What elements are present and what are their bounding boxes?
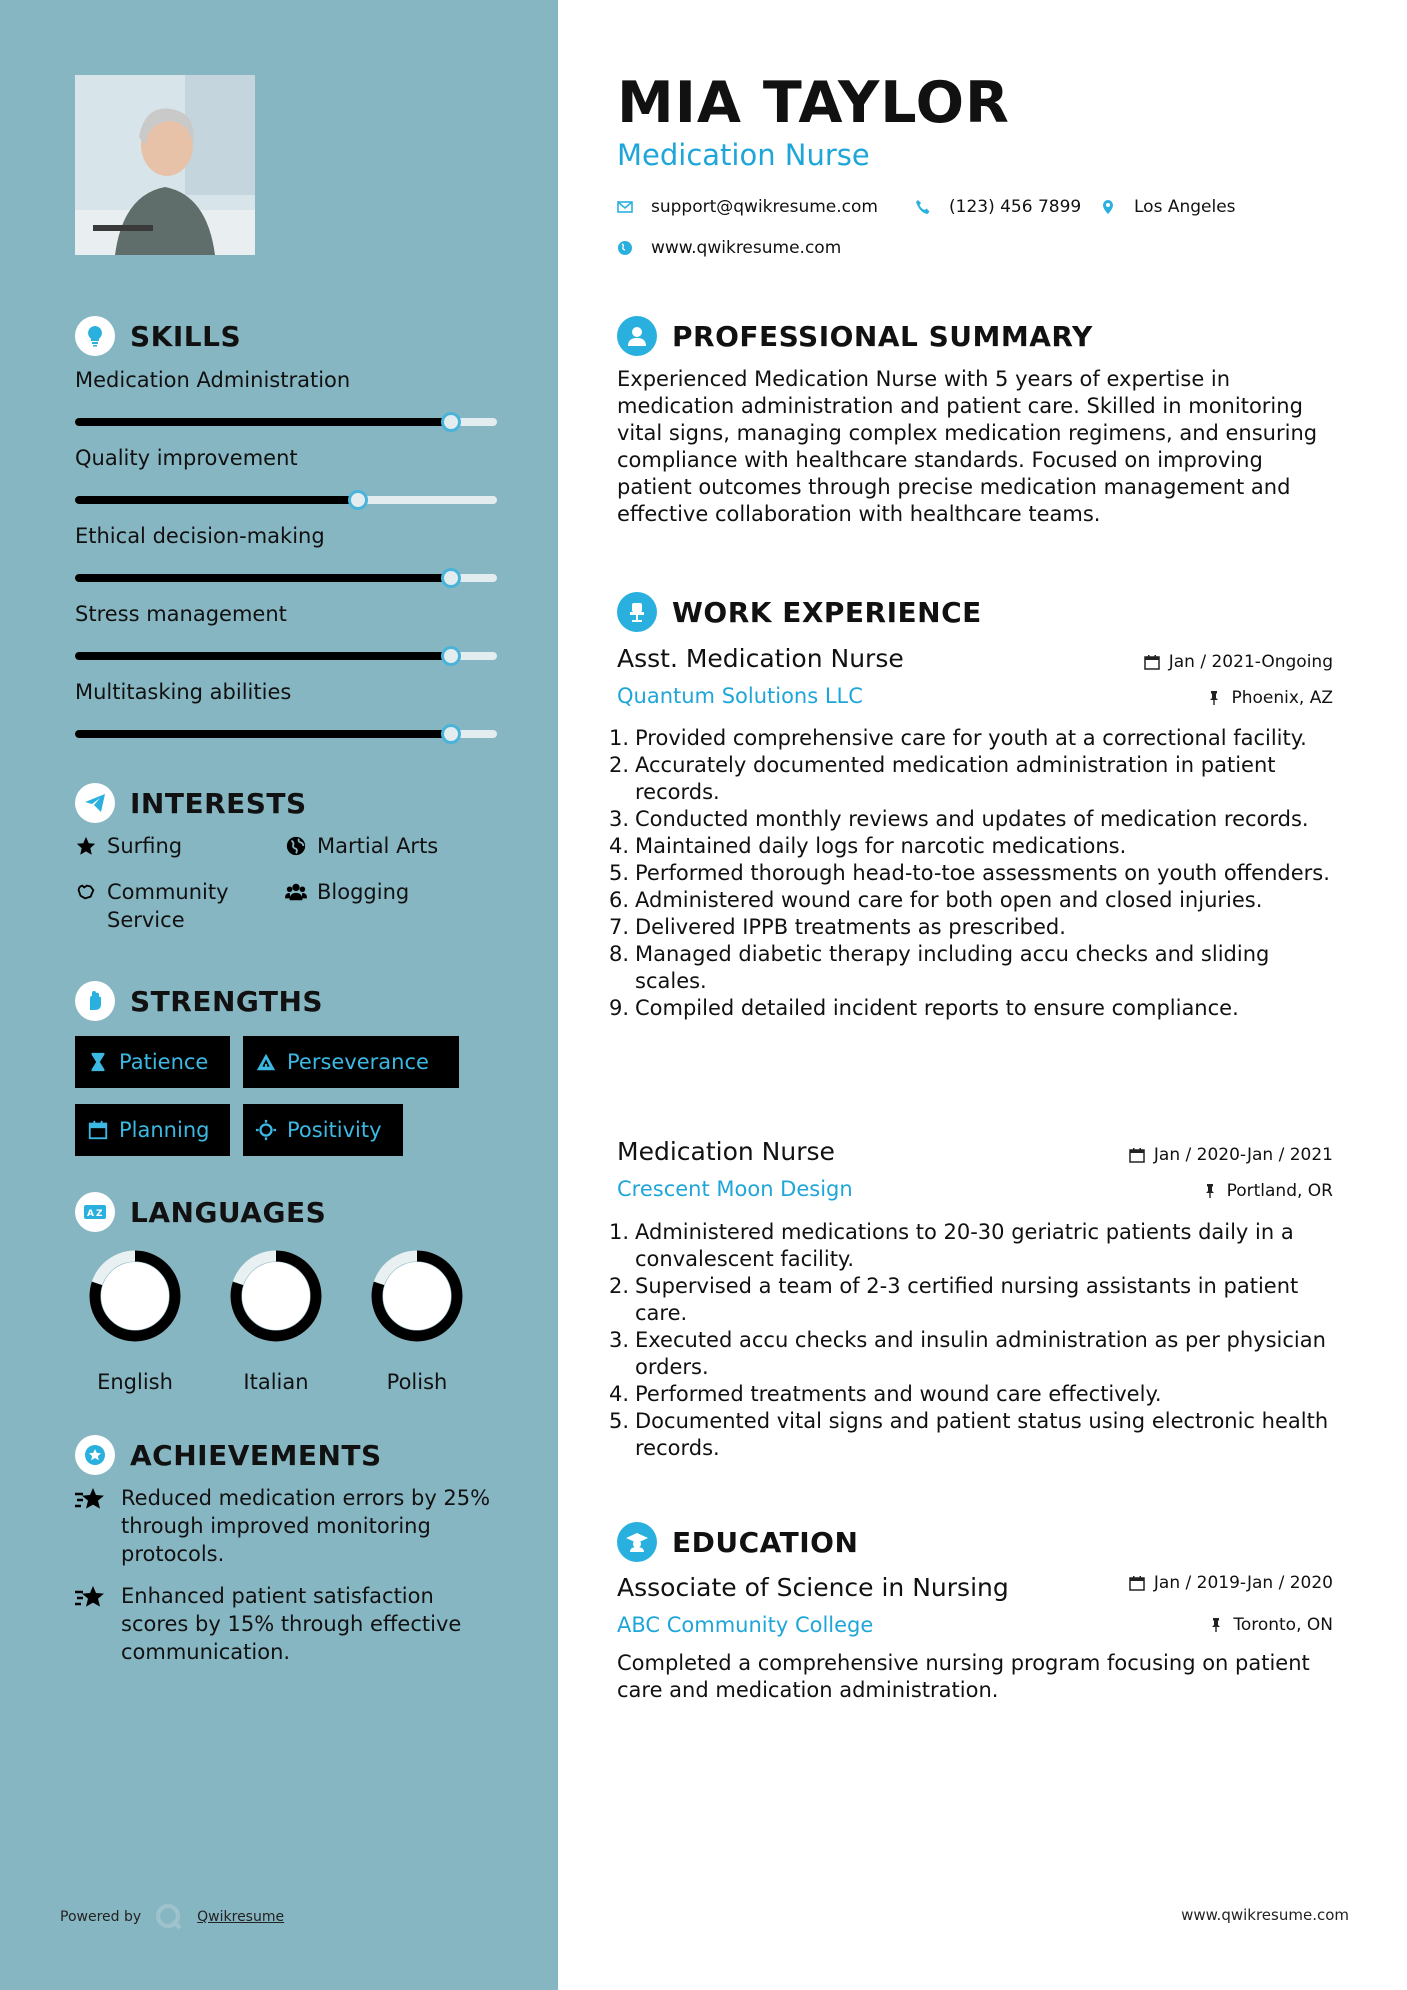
- pin-icon: [1202, 1183, 1218, 1199]
- section-title: INTERESTS: [130, 786, 307, 820]
- achievement-item: [75, 1582, 495, 1666]
- language-name: Polish: [386, 1370, 448, 1394]
- education-heading: [617, 1522, 858, 1562]
- svg-text:Z: Z: [96, 1209, 103, 1219]
- duty-item: Compiled detailed incident reports to ensure compliance.: [635, 996, 1239, 1020]
- language-ring: [369, 1248, 465, 1344]
- skill-bar-fill: [75, 730, 451, 738]
- strength-badge: [243, 1036, 459, 1088]
- language-name: Italian: [243, 1370, 309, 1394]
- skills-heading: [75, 316, 241, 356]
- sidebar: [0, 0, 558, 1990]
- svg-text:A: A: [87, 1209, 94, 1219]
- skill-bar: [75, 730, 497, 738]
- footer-url[interactable]: www.qwikresume.com: [1181, 1906, 1349, 1924]
- location-text: Los Angeles: [1134, 197, 1236, 217]
- skill-name: Medication Administration: [75, 368, 351, 392]
- contact-email: [617, 197, 878, 217]
- skill-bar: [75, 574, 497, 582]
- languages-heading: [75, 1192, 326, 1232]
- duty-item: Performed treatments and wound care effectively.: [635, 1382, 1162, 1406]
- globe-icon: [285, 835, 307, 857]
- duty-item: Accurately documented medication administration in patient records.: [635, 753, 1276, 804]
- skill-bar-fill: [75, 418, 451, 426]
- paper-plane-icon: [75, 783, 115, 823]
- language-item: [211, 1248, 341, 1394]
- education-location: [1208, 1615, 1333, 1635]
- summary-text: Experienced Medication Nurse with 5 years of expertise in medication administration and patient care. Skilled in monitoring vital signs, managing complex medication regimens, and ensuring compliance with healthcare standards. Focused on improving patient outcomes through precise medication management and effective collaboration with healthcare teams.: [617, 367, 1318, 526]
- calendar-icon: [1129, 1147, 1145, 1163]
- company-name: Quantum Solutions LLC: [617, 684, 863, 708]
- climb-icon: [255, 1051, 277, 1073]
- website-text[interactable]: www.qwikresume.com: [651, 238, 842, 258]
- strengths-heading: [75, 981, 323, 1021]
- map-pin-icon: [1100, 199, 1116, 215]
- skill-name: Multitasking abilities: [75, 680, 292, 704]
- hourglass-icon: [87, 1051, 109, 1073]
- pin-icon: [1206, 690, 1222, 706]
- profile-photo: [75, 75, 255, 255]
- star-badge-icon: [75, 1435, 115, 1475]
- candidate-role: Medication Nurse: [617, 138, 870, 172]
- strength-label: Positivity: [287, 1118, 382, 1142]
- hand-raised-icon: [75, 981, 115, 1021]
- education-dates: [1129, 1573, 1333, 1593]
- strength-badge: [243, 1104, 403, 1156]
- skill-bar: [75, 418, 497, 426]
- section-title: LANGUAGES: [130, 1195, 327, 1229]
- interest-item: [285, 878, 409, 906]
- interests-heading: [75, 783, 307, 823]
- lightbulb-icon: [75, 316, 115, 356]
- job-dates: [1144, 652, 1333, 672]
- strength-label: Patience: [119, 1050, 209, 1074]
- language-name: English: [97, 1370, 173, 1394]
- school-name: ABC Community College: [617, 1613, 874, 1637]
- job-title: Medication Nurse: [617, 1137, 835, 1166]
- achievements-heading: [75, 1435, 382, 1475]
- interest-label: Surfing: [107, 834, 183, 858]
- graduate-icon: [617, 1522, 657, 1562]
- section-title: SKILLS: [130, 319, 242, 353]
- skill-bar: [75, 496, 497, 504]
- duty-item: Administered wound care for both open and closed injuries.: [635, 888, 1263, 912]
- skill-name: Stress management: [75, 602, 287, 626]
- section-title: WORK EXPERIENCE: [672, 595, 982, 629]
- strength-label: Perseverance: [287, 1050, 429, 1074]
- envelope-icon: [617, 199, 633, 215]
- job-duties: [617, 725, 1342, 1022]
- language-item: [352, 1248, 482, 1394]
- dates-text: Jan / 2019-Jan / 2020: [1153, 1573, 1333, 1593]
- dates-text: Jan / 2021-Ongoing: [1168, 652, 1333, 672]
- job-dates: [1129, 1145, 1333, 1165]
- location-text: Phoenix, AZ: [1231, 688, 1333, 708]
- calendar-icon: [1144, 654, 1160, 670]
- job-title: Asst. Medication Nurse: [617, 644, 904, 673]
- powered-by: [60, 1903, 284, 1931]
- skill-bar-knob: [348, 490, 368, 510]
- achievement-text: Enhanced patient satisfaction scores by 15% through effective communication.: [121, 1584, 462, 1664]
- calendar-icon: [1129, 1575, 1145, 1591]
- education-text: Completed a comprehensive nursing program focusing on patient care and medication administration.: [617, 1651, 1310, 1702]
- interest-item: [75, 878, 255, 934]
- skill-bar-knob: [441, 724, 461, 744]
- skill-item: [75, 368, 497, 426]
- skill-item: [75, 602, 497, 660]
- summary-heading: [617, 316, 1093, 356]
- interest-item: [75, 832, 182, 860]
- language-icon: [75, 1192, 115, 1232]
- interest-item: [285, 832, 438, 860]
- pin-icon: [1208, 1617, 1224, 1633]
- achievement-text: Reduced medication errors by 25% through improved monitoring protocols.: [121, 1486, 491, 1566]
- duty-item: Administered medications to 20-30 geriatric patients daily in a convalescent facility.: [635, 1220, 1294, 1271]
- duty-item: Supervised a team of 2-3 certified nursing assistants in patient care.: [635, 1274, 1299, 1325]
- interest-label: Community Service: [107, 880, 229, 932]
- skill-item: [75, 524, 497, 582]
- skill-bar-fill: [75, 574, 451, 582]
- skill-bar-knob: [441, 568, 461, 588]
- section-title: EDUCATION: [672, 1525, 859, 1559]
- contact-website: [617, 238, 841, 258]
- calendar-icon: [87, 1119, 109, 1141]
- section-title: ACHIEVEMENTS: [130, 1438, 382, 1472]
- duty-item: Conducted monthly reviews and updates of medication records.: [635, 807, 1309, 831]
- hand-icon: [75, 881, 97, 903]
- dates-text: Jan / 2020-Jan / 2021: [1153, 1145, 1333, 1165]
- interest-label: Martial Arts: [317, 834, 439, 858]
- qwikresume-logo-icon: [155, 1903, 183, 1931]
- duty-item: Maintained daily logs for narcotic medications.: [635, 834, 1127, 858]
- skill-item: [75, 446, 497, 504]
- shooting-star-icon: [75, 1584, 107, 1612]
- phone-text: (123) 456 7899: [949, 197, 1082, 217]
- language-item: [70, 1248, 200, 1394]
- skill-bar-knob: [441, 646, 461, 666]
- phone-icon: [915, 199, 931, 215]
- job-location: [1202, 1181, 1333, 1201]
- strength-badge: [75, 1104, 230, 1156]
- skill-bar-fill: [75, 652, 451, 660]
- globe-icon: [617, 240, 633, 256]
- qwikresume-link[interactable]: Qwikresume: [197, 1909, 285, 1925]
- experience-heading: [617, 592, 982, 632]
- email-text[interactable]: support@qwikresume.com: [651, 197, 878, 217]
- candidate-name: MIA TAYLOR: [617, 70, 1010, 136]
- skill-name: Quality improvement: [75, 446, 298, 470]
- skill-bar: [75, 652, 497, 660]
- achievement-item: [75, 1484, 495, 1568]
- duty-item: Provided comprehensive care for youth at a correctional facility.: [635, 726, 1307, 750]
- job-duties: [617, 1219, 1342, 1462]
- degree-title: Associate of Science in Nursing: [617, 1573, 1009, 1602]
- strength-label: Planning: [119, 1118, 210, 1142]
- shooting-star-icon: [75, 1486, 107, 1514]
- interest-label: Blogging: [317, 880, 410, 904]
- skill-name: Ethical decision-making: [75, 524, 325, 548]
- contact-location: [1100, 197, 1236, 217]
- strength-badge: [75, 1036, 230, 1088]
- contact-phone: [915, 197, 1081, 217]
- powered-by-text: Powered by: [60, 1909, 142, 1925]
- language-ring: [87, 1248, 183, 1344]
- skill-item: [75, 680, 497, 738]
- job-location: [1206, 688, 1333, 708]
- skill-bar-fill: [75, 496, 358, 504]
- location-text: Toronto, ON: [1233, 1615, 1333, 1635]
- company-name: Crescent Moon Design: [617, 1177, 853, 1201]
- language-ring: [228, 1248, 324, 1344]
- duty-item: Managed diabetic therapy including accu checks and sliding scales.: [635, 942, 1270, 993]
- users-icon: [285, 881, 307, 903]
- skill-bar-knob: [441, 412, 461, 432]
- duty-item: Executed accu checks and insulin administration as per physician orders.: [635, 1328, 1326, 1379]
- location-text: Portland, OR: [1226, 1181, 1333, 1201]
- duty-item: Performed thorough head-to-toe assessments on youth offenders.: [635, 861, 1330, 885]
- section-title: STRENGTHS: [130, 984, 324, 1018]
- section-title: PROFESSIONAL SUMMARY: [672, 319, 1093, 353]
- sun-icon: [255, 1119, 277, 1141]
- star-icon: [75, 835, 97, 857]
- duty-item: Delivered IPPB treatments as prescribed.: [635, 915, 1066, 939]
- user-icon: [617, 316, 657, 356]
- chair-icon: [617, 592, 657, 632]
- duty-item: Documented vital signs and patient status using electronic health records.: [635, 1409, 1329, 1460]
